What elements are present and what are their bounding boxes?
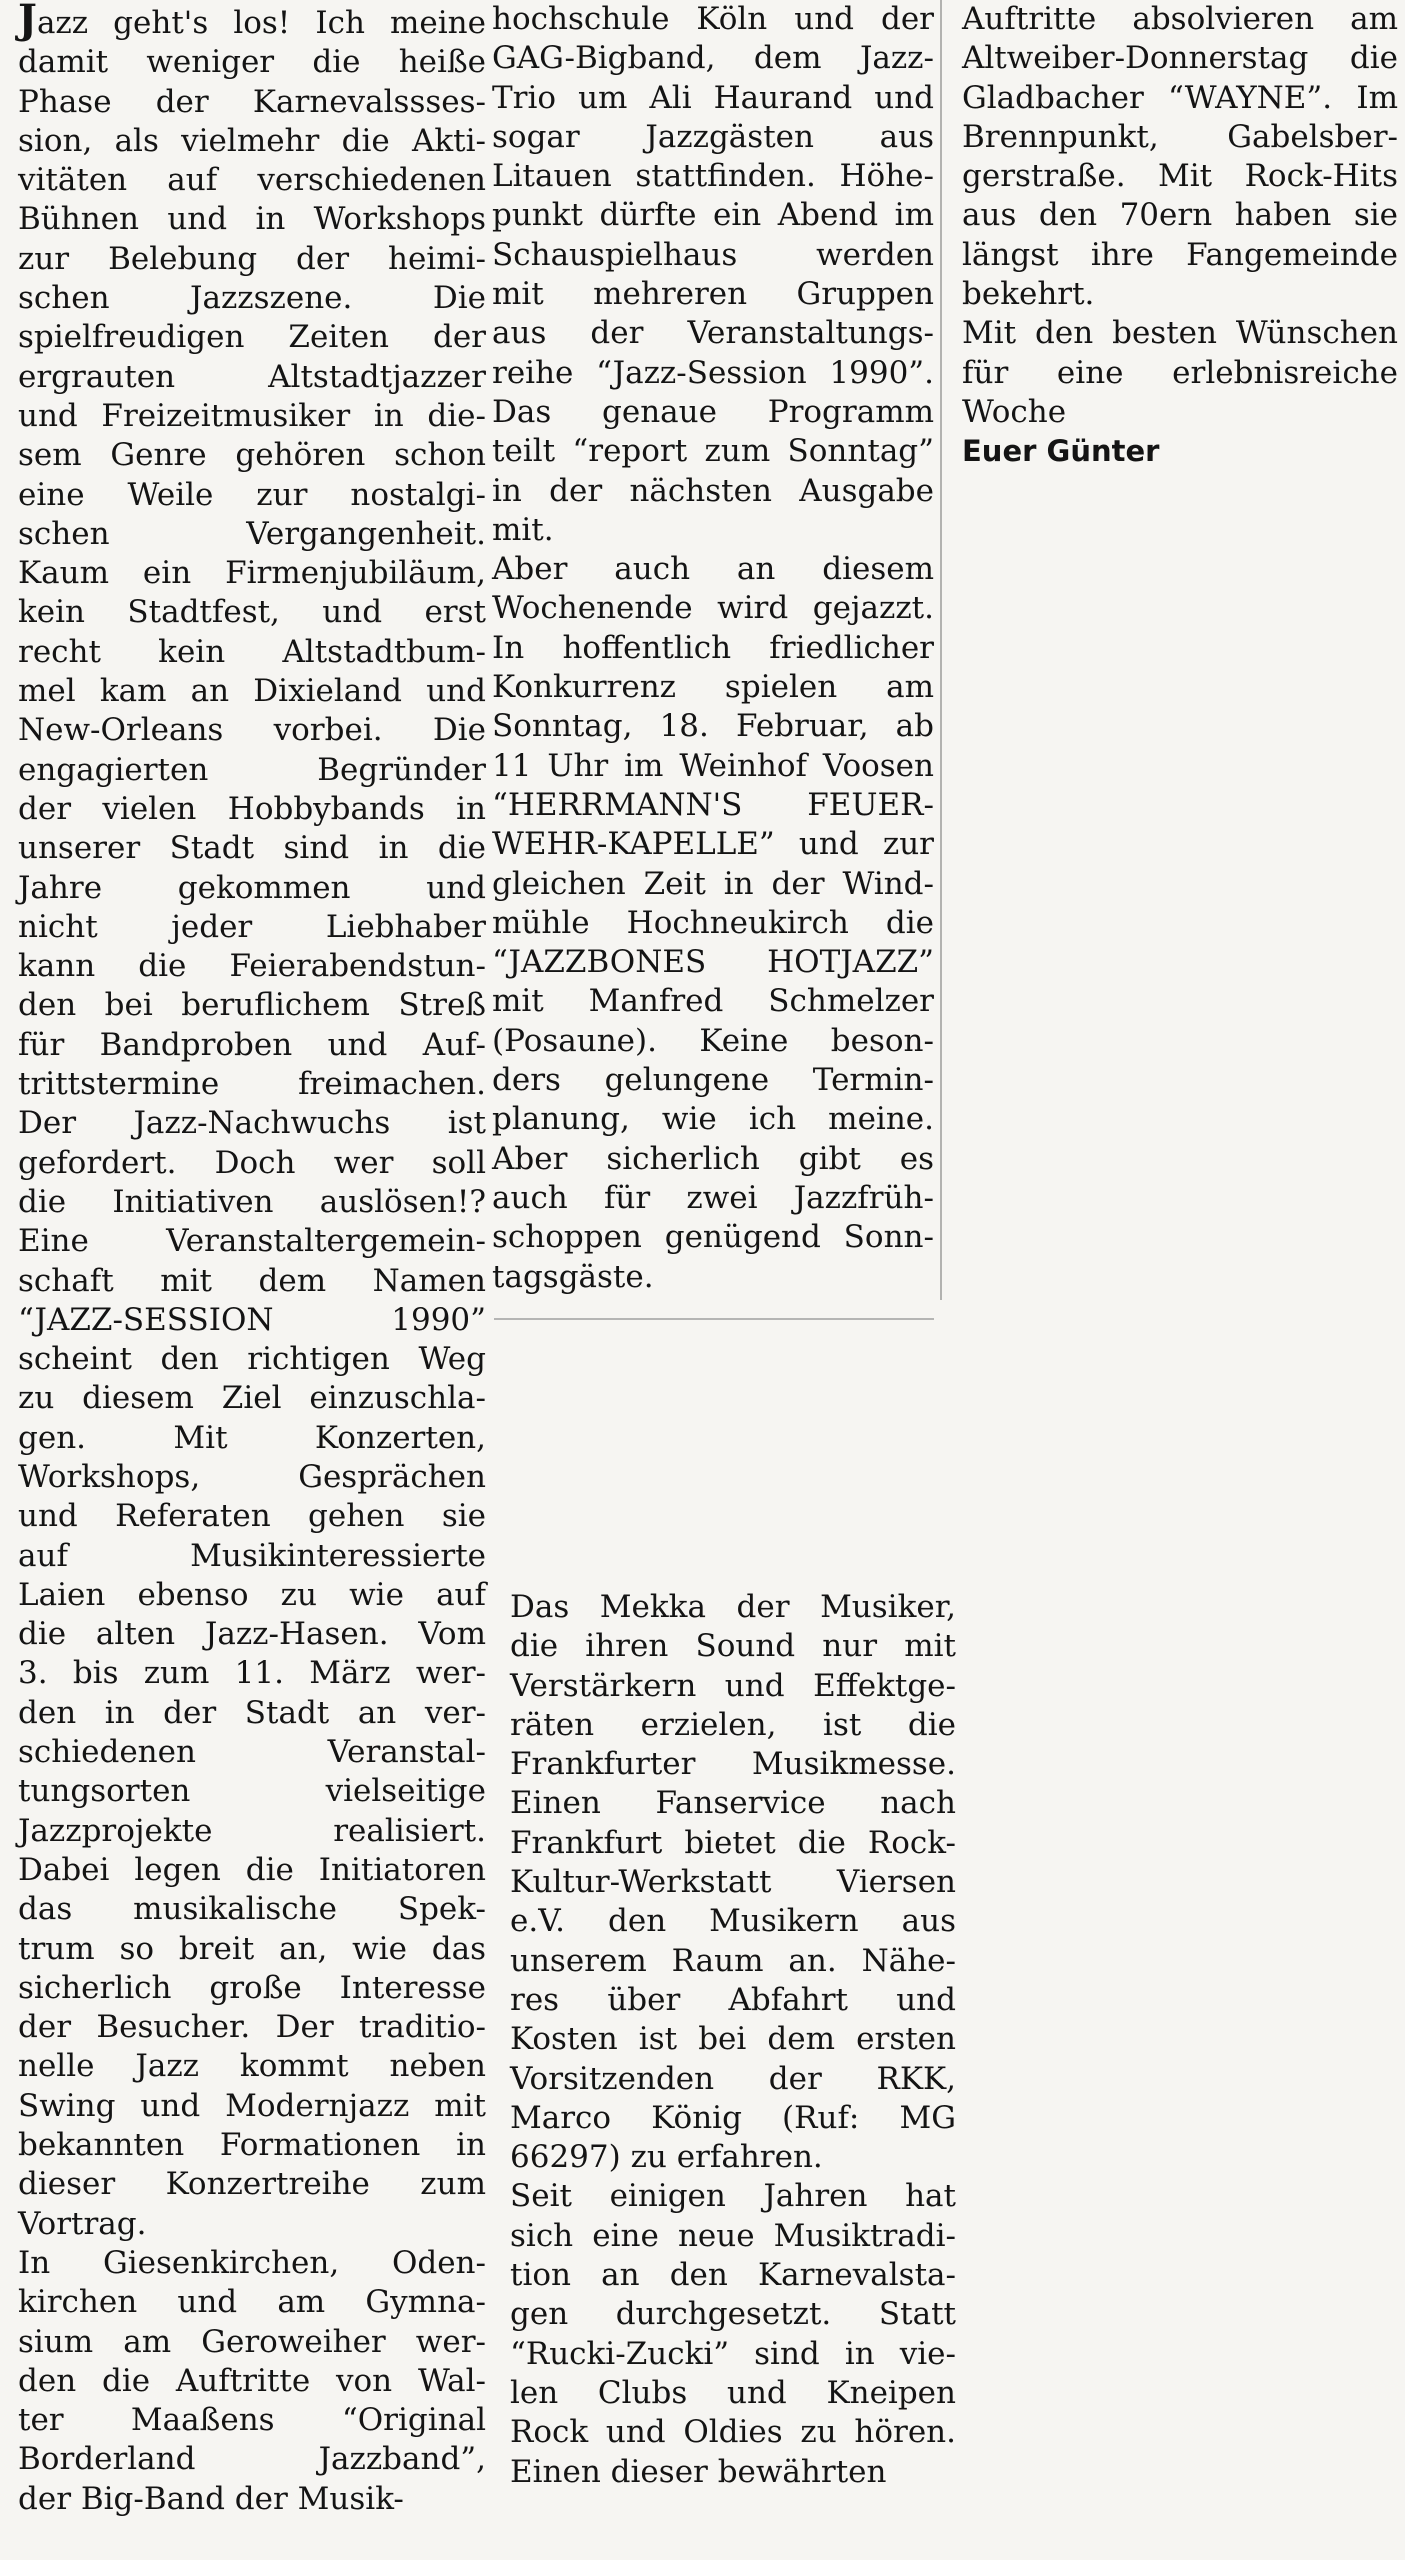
text-line: sich eine neue Musiktradi- [510, 2217, 956, 2254]
text-line: Seit einigen Jahren hat [510, 2178, 956, 2215]
text-line: scheint den richtigen Weg [18, 1341, 486, 1378]
text-line: dieser Konzertreihe zum [18, 2166, 486, 2203]
text-line: Auftritte absolvieren am [962, 1, 1398, 37]
text-line: spielfreudigen Zeiten der [18, 319, 486, 356]
text-line: Dabei legen die Initiatoren [18, 1851, 486, 1888]
text-line: mel kam an Dixieland und [18, 673, 486, 710]
text-line: Jazzprojekte realisiert. [18, 1812, 486, 1849]
text-line: res über Abfahrt und [510, 1981, 956, 2018]
text-line: Verstärkern und Effektge- [510, 1667, 956, 1704]
text-line: Woche [962, 393, 1067, 430]
text-line: Das genaue Programm [492, 393, 934, 430]
text-line: sium am Geroweiher wer- [18, 2323, 486, 2360]
text-line: längst ihre Fangemeinde [962, 236, 1398, 273]
text-line: der Big-Band der Musik- [18, 2480, 404, 2517]
text-line: Brennpunkt, Gabelsber- [962, 118, 1398, 155]
text-line: In hoffentlich friedlicher [492, 629, 934, 666]
text-line: Frankfurt bietet die Rock- [510, 1824, 956, 1861]
text-line: Sonntag, 18. Februar, ab [492, 708, 934, 745]
text-line: planung, wie ich meine. [492, 1101, 934, 1138]
text-line: Aber auch an diesem [492, 551, 934, 588]
text-line: Eine Veranstaltergemein- [18, 1223, 486, 1260]
text-line: Mit den besten Wünschen [962, 315, 1398, 352]
text-line: damit weniger die heiße [18, 44, 486, 81]
text-line: bekehrt. [962, 276, 1095, 313]
text-line: unserem Raum an. Nähe- [510, 1942, 956, 1979]
text-line: unserer Stadt sind in die [18, 830, 486, 867]
text-line: Konkurrenz spielen am [492, 669, 934, 706]
text-line: bekannten Formationen in [18, 2127, 486, 2164]
text-line: sem Genre gehören schon [18, 437, 486, 474]
text-line: für eine erlebnisreiche [962, 354, 1398, 391]
text-line: “JAZZBONES HOTJAZZ” [492, 944, 934, 981]
text-line: Vorsitzenden der RKK, [510, 2060, 956, 2097]
text-line: Wochenende wird gejazzt. [492, 590, 934, 627]
text-line: Borderland Jazzband”, [18, 2441, 486, 2478]
text-line: mühle Hochneukirch die [492, 904, 934, 941]
column-divider [940, 0, 942, 1300]
text-line: zur Belebung der heimi- [18, 240, 486, 277]
text-line: schen Vergangenheit. [18, 515, 486, 552]
article-column-2-bottom [510, 1588, 956, 2492]
text-line: den bei beruflichem Streß [18, 987, 486, 1024]
text-line: schen Jazzszene. Die [18, 280, 486, 317]
text-line: punkt dürfte ein Abend im [492, 197, 934, 234]
text-line: sion, als vielmehr die Akti- [18, 122, 486, 159]
text-line: tagsgäste. [492, 1258, 654, 1295]
text-line: engagierten Begründer [18, 751, 486, 788]
text-line: Rock und Oldies zu hören. [510, 2414, 956, 2451]
text-line: schiedenen Veranstal- [18, 1734, 486, 1771]
text-line: ter Maaßens “Original [18, 2402, 486, 2439]
text-line: der Besucher. Der traditio- [18, 2009, 486, 2046]
text-line: e.V. den Musikern aus [510, 1903, 956, 1940]
text-line: der vielen Hobbybands in [18, 790, 486, 827]
column-3-lines [962, 0, 1398, 432]
text-line: Kaum ein Firmenjubiläum, [18, 555, 486, 592]
text-line: Marco König (Ruf: MG [510, 2099, 956, 2136]
text-line: Jazz geht's los! Ich meine [18, 0, 486, 43]
text-line: trittstermine freimachen. [18, 1066, 486, 1103]
text-line: und Referaten gehen sie [18, 1498, 486, 1535]
text-line: Trio um Ali Haurand und [492, 79, 934, 116]
text-line: nicht jeder Liebhaber [18, 908, 486, 945]
article-column-2-top [492, 0, 934, 1297]
text-line: den die Auftritte von Wal- [18, 2362, 486, 2399]
text-line: Workshops, Gesprächen [18, 1458, 486, 1495]
text-line: auch für zwei Jazzfrüh- [492, 1179, 934, 1216]
text-line: 66297) zu erfahren. [510, 2139, 823, 2176]
text-line: schaft mit dem Namen [18, 1262, 486, 1299]
text-line: mit Manfred Schmelzer [492, 983, 934, 1020]
text-line: nelle Jazz kommt neben [18, 2048, 486, 2085]
text-line: In Giesenkirchen, Oden- [18, 2244, 486, 2281]
text-line: die ihren Sound nur mit [510, 1628, 956, 1665]
text-line: sogar Jazzgästen aus [492, 118, 934, 155]
text-line: GAG-Bigband, dem Jazz- [492, 40, 934, 77]
text-line: Bühnen und in Workshops [18, 201, 486, 238]
text-line: reihe “Jazz-Session 1990”. [492, 354, 934, 391]
text-line: auf Musikinteressierte [18, 1537, 486, 1574]
text-line: Phase der Karnevalssses- [18, 83, 486, 120]
text-line: gen. Mit Konzerten, [18, 1419, 486, 1456]
text-line: gerstraße. Mit Rock-Hits [962, 158, 1398, 195]
text-line: Litauen stattfinden. Höhe- [492, 158, 934, 195]
text-line: Aber sicherlich gibt es [492, 1140, 934, 1177]
article-column-3 [962, 0, 1398, 472]
text-line: sicherlich große Interesse [18, 1969, 486, 2006]
text-line: ergrauten Altstadtjazzer [18, 358, 486, 395]
text-line: Altweiber-Donnerstag die [962, 40, 1398, 77]
text-line: den in der Stadt an ver- [18, 1694, 486, 1731]
article-column-1 [18, 0, 486, 2519]
text-line: gefordert. Doch wer soll [18, 1144, 486, 1181]
text-line: “Rucki-Zucki” sind in vie- [510, 2335, 956, 2372]
signature: Euer Günter [962, 434, 1160, 469]
text-line: vitäten auf verschiedenen [18, 162, 486, 199]
text-line: in der nächsten Ausgabe [492, 472, 934, 509]
text-line: len Clubs und Kneipen [510, 2374, 956, 2411]
text-line: tungsorten vielseitige [18, 1773, 486, 1810]
section-divider [494, 1318, 934, 1320]
text-line: räten erzielen, ist die [510, 1706, 956, 1743]
text-line: Laien ebenso zu wie auf [18, 1576, 486, 1613]
text-line: mit. [492, 511, 554, 548]
text-line: kirchen und am Gymna- [18, 2284, 486, 2321]
text-line: teilt “report zum Sonntag” [492, 433, 934, 470]
text-line: die alten Jazz-Hasen. Vom [18, 1616, 486, 1653]
text-line: Gladbacher “WAYNE”. Im [962, 79, 1398, 116]
text-line: tion an den Karnevalsta- [510, 2257, 956, 2294]
text-line: 11 Uhr im Weinhof Voosen [492, 747, 934, 784]
text-line: hochschule Köln und der [492, 1, 934, 37]
text-line: ders gelungene Termin- [492, 1062, 934, 1099]
text-line: Jahre gekommen und [18, 869, 486, 906]
text-line: Kosten ist bei dem ersten [510, 2021, 956, 2058]
text-line: Swing und Modernjazz mit [18, 2087, 486, 2124]
text-line: die Initiativen auslösen!? [18, 1183, 486, 1220]
text-line: Frankfurter Musikmesse. [510, 1746, 956, 1783]
text-line: Der Jazz-Nachwuchs ist [18, 1105, 486, 1142]
drop-cap: J [18, 0, 37, 43]
text-line: gleichen Zeit in der Wind- [492, 865, 934, 902]
text-line: Kultur-Werkstatt Viersen [510, 1864, 956, 1901]
text-line: 3. bis zum 11. März wer- [18, 1655, 486, 1692]
text-line: “JAZZ-SESSION 1990” [18, 1301, 486, 1338]
text-line: WEHR-KAPELLE” und zur [492, 826, 934, 863]
text-line: Einen Fanservice nach [510, 1785, 956, 1822]
text-line: “HERRMANN'S FEUER- [492, 786, 934, 823]
text-line: Schauspielhaus werden [492, 236, 934, 273]
text-line: (Posaune). Keine beson- [492, 1022, 934, 1059]
text-line: das musikalische Spek- [18, 1891, 486, 1928]
text-line: zu diesem Ziel einzuschla- [18, 1380, 486, 1417]
text-line: Vortrag. [18, 2205, 147, 2242]
text-line: Einen dieser bewährten [510, 2453, 887, 2490]
text-line: Das Mekka der Musiker, [510, 1589, 956, 1625]
text-line: kein Stadtfest, und erst [18, 594, 486, 631]
text-line: kann die Feierabendstun- [18, 948, 486, 985]
text-line: trum so breit an, wie das [18, 1930, 486, 1967]
text-line: mit mehreren Gruppen [492, 276, 934, 313]
text-line: gen durchgesetzt. Statt [510, 2296, 956, 2333]
text-line: für Bandproben und Auf- [18, 1026, 486, 1063]
text-line: aus der Veranstaltungs- [492, 315, 934, 352]
text-line: aus den 70ern haben sie [962, 197, 1398, 234]
text-line: schoppen genügend Sonn- [492, 1219, 934, 1256]
text-line: recht kein Altstadtbum- [18, 633, 486, 670]
text-line: und Freizeitmusiker in die- [18, 397, 486, 434]
text-line: New-Orleans vorbei. Die [18, 712, 486, 749]
text-line: eine Weile zur nostalgi- [18, 476, 486, 513]
